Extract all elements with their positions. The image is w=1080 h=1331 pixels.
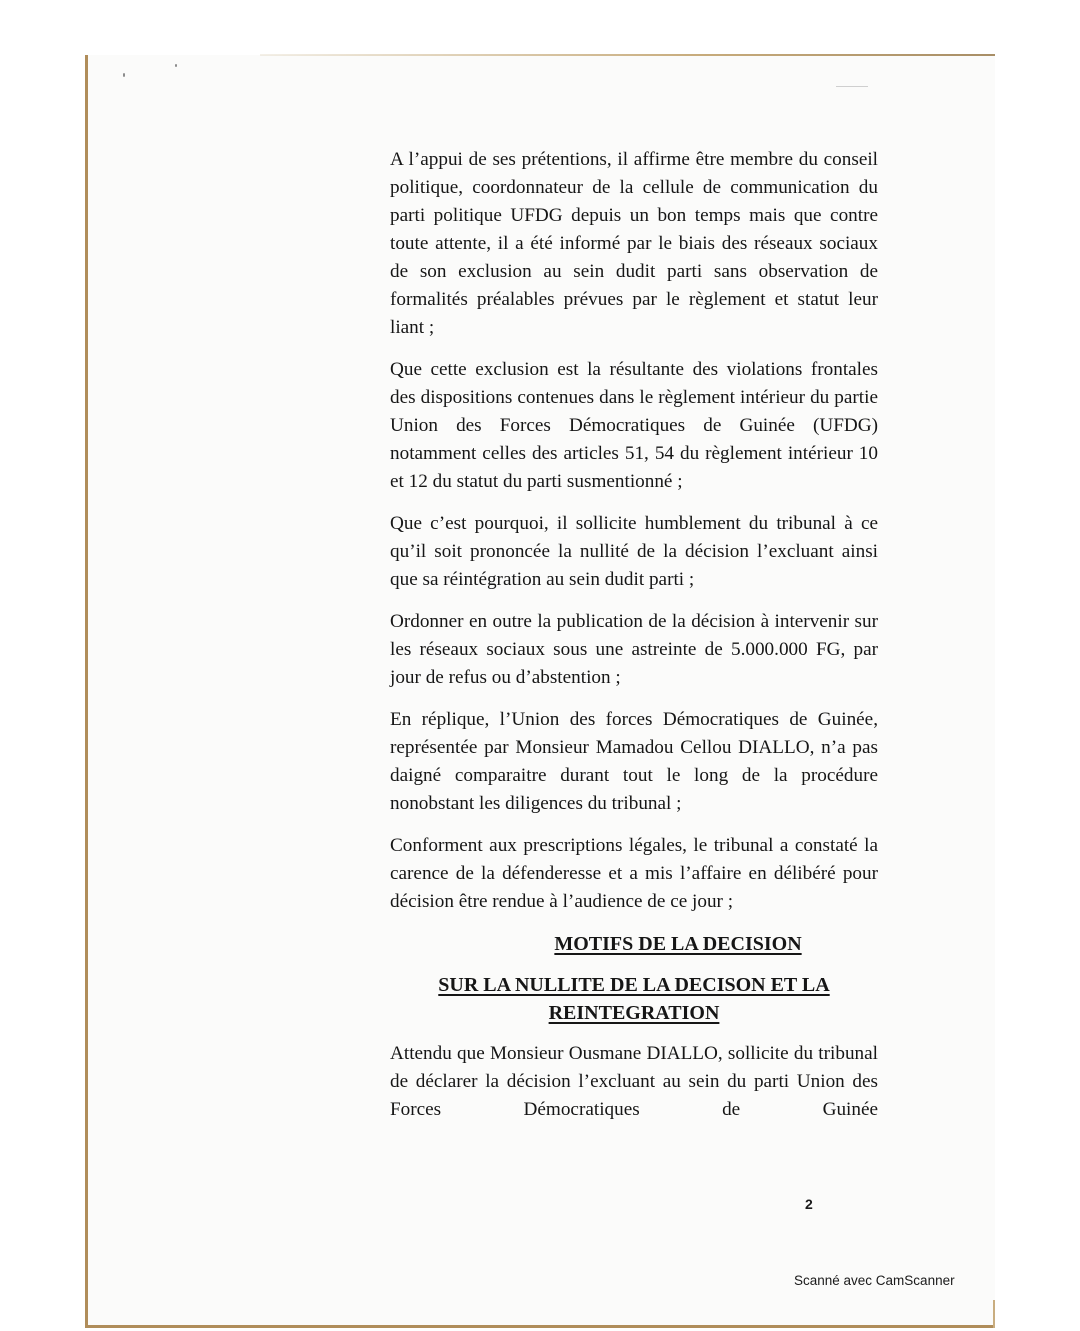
scan-speck (123, 73, 125, 77)
page-right-edge (993, 1300, 995, 1328)
heading-motifs-decision: MOTIFS DE LA DECISION (554, 933, 802, 955)
paragraph-exclusion-violations: Que cette exclusion est la résultante des violations frontales des dispositions contenues dans le règlement intérieur du partie Union des Forces Démocratiques de Guinée (UFDG) notamment celles des articles 51, 54 du règlement intérieur 10 et 12 du statut du parti susmentionné ; (390, 359, 878, 492)
heading-nullite-line-2: REINTEGRATION (548, 1002, 720, 1024)
camscanner-watermark: Scanné avec CamScanner (794, 1273, 955, 1288)
paragraph-appui: A l’appui de ses prétentions, il affirme être membre du conseil politique, coordonnateur de la cellule de communication du parti politique UFDG depuis un bon temps mais que contre toute attente, il a été informé par le biais des réseaux sociaux de son exclusion au sein dudit parti sans observation de formalités préalables prévues par le règlement et statut leur liant ; (390, 149, 878, 338)
paragraph-sollicite-nullite: Que c’est pourquoi, il sollicite humblement du tribunal à ce qu’il soit prononcée la nullité de la décision l’excluant ainsi que sa réintégration au sein dudit parti ; (390, 513, 878, 590)
page-number: 2 (805, 1196, 813, 1212)
document-body (390, 146, 878, 1138)
scan-speck (175, 64, 177, 67)
paragraph-carence-defenderesse: Conforment aux prescriptions légales, le tribunal a constaté la carence de la défenderesse et a mis l’affaire en délibéré pour décision être rendue à l’audience de ce jour ; (390, 835, 878, 912)
scan-artifact (836, 86, 868, 87)
heading-nullite-line-1: SUR LA NULLITE DE LA DECISON ET LA (438, 974, 830, 996)
heading-nullite-reintegration (390, 971, 878, 1027)
paragraph-replique-ufdg: En réplique, l’Union des forces Démocratiques de Guinée, représentée par Monsieur Mamadou Cellou DIALLO, n’a pas daigné comparaitre durant tout le long de la procédure nonobstant les diligences du tribunal ; (390, 709, 878, 814)
page-top-edge (260, 54, 995, 56)
paragraph-attendu: Attendu que Monsieur Ousmane DIALLO, sollicite du tribunal de déclarer la décision l’excluant au sein du parti Union des Forces Démocratiques de Guinée (390, 1043, 878, 1120)
paragraph-publication-astreinte: Ordonner en outre la publication de la décision à intervenir sur les réseaux sociaux sous une astreinte de 5.000.000 FG, par jour de refus ou d’abstention ; (390, 611, 878, 688)
